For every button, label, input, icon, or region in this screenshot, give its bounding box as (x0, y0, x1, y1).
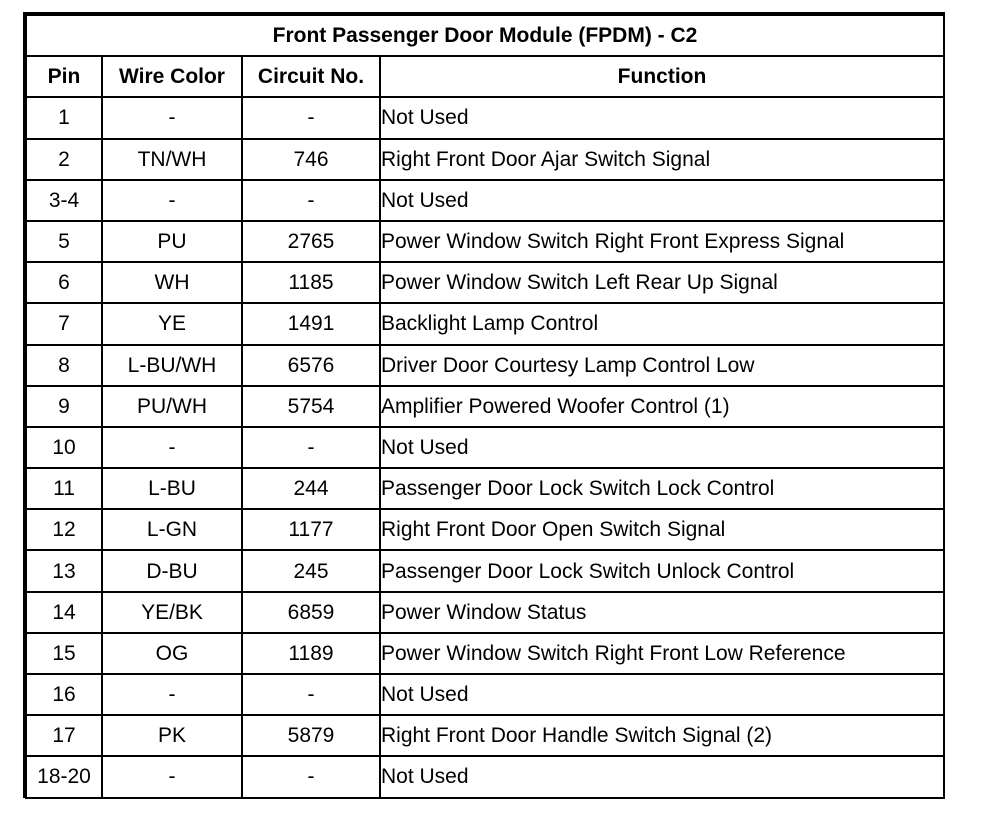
wire-color-cell: - (103, 98, 241, 137)
function-cell: Power Window Switch Right Front Express Signal (381, 222, 943, 261)
table-row (27, 98, 943, 137)
circuit-cell: - (243, 181, 379, 220)
circuit-cell: 6576 (243, 346, 379, 385)
table-row (27, 593, 943, 632)
circuit-cell: 1185 (243, 263, 379, 302)
function-cell: Passenger Door Lock Switch Unlock Control (381, 551, 943, 590)
wire-color-cell: YE (103, 304, 241, 343)
circuit-cell: 1177 (243, 510, 379, 549)
wire-color-cell: - (103, 757, 241, 796)
wire-color-cell: YE/BK (103, 593, 241, 632)
function-cell: Power Window Switch Left Rear Up Signal (381, 263, 943, 302)
function-cell: Not Used (381, 98, 943, 137)
connector-pinout-table (25, 14, 945, 799)
table-body (27, 98, 943, 796)
wire-color-cell: L-GN (103, 510, 241, 549)
pin-cell: 13 (27, 551, 101, 590)
circuit-cell: 244 (243, 469, 379, 508)
circuit-cell: 5754 (243, 387, 379, 426)
wire-color-cell: D-BU (103, 551, 241, 590)
function-cell: Right Front Door Handle Switch Signal (2) (381, 716, 943, 755)
circuit-cell: - (243, 98, 379, 137)
circuit-cell: - (243, 675, 379, 714)
function-cell: Not Used (381, 757, 943, 796)
function-cell: Power Window Status (381, 593, 943, 632)
wire-color-cell: TN/WH (103, 140, 241, 179)
table-row (27, 551, 943, 590)
table-row (27, 304, 943, 343)
function-cell: Amplifier Powered Woofer Control (1) (381, 387, 943, 426)
wire-color-cell: PK (103, 716, 241, 755)
circuit-cell: 5879 (243, 716, 379, 755)
circuit-cell: 1189 (243, 634, 379, 673)
table-title: Front Passenger Door Module (FPDM) - C2 (27, 16, 943, 55)
pin-cell: 2 (27, 140, 101, 179)
circuit-cell: 746 (243, 140, 379, 179)
table-row (27, 346, 943, 385)
header-row (27, 57, 943, 96)
pin-cell: 5 (27, 222, 101, 261)
wire-color-cell: PU/WH (103, 387, 241, 426)
table-row (27, 181, 943, 220)
table-row (27, 428, 943, 467)
wire-color-cell: L-BU/WH (103, 346, 241, 385)
pin-cell: 15 (27, 634, 101, 673)
function-cell: Passenger Door Lock Switch Lock Control (381, 469, 943, 508)
wire-color-cell: - (103, 181, 241, 220)
pin-cell: 8 (27, 346, 101, 385)
header-circuit-no: Circuit No. (243, 57, 379, 96)
pin-cell: 16 (27, 675, 101, 714)
table-row (27, 716, 943, 755)
pin-cell: 12 (27, 510, 101, 549)
function-cell: Not Used (381, 675, 943, 714)
circuit-cell: 2765 (243, 222, 379, 261)
pin-cell: 14 (27, 593, 101, 632)
table-row (27, 675, 943, 714)
pin-cell: 3-4 (27, 181, 101, 220)
pin-cell: 6 (27, 263, 101, 302)
table-row (27, 263, 943, 302)
header-wire-color: Wire Color (103, 57, 241, 96)
table-row (27, 387, 943, 426)
wire-color-cell: PU (103, 222, 241, 261)
function-cell: Driver Door Courtesy Lamp Control Low (381, 346, 943, 385)
function-cell: Backlight Lamp Control (381, 304, 943, 343)
pin-cell: 11 (27, 469, 101, 508)
function-cell: Power Window Switch Right Front Low Reference (381, 634, 943, 673)
wire-color-cell: OG (103, 634, 241, 673)
circuit-cell: - (243, 428, 379, 467)
circuit-cell: 1491 (243, 304, 379, 343)
title-row (27, 16, 943, 55)
function-cell: Right Front Door Open Switch Signal (381, 510, 943, 549)
circuit-cell: - (243, 757, 379, 796)
table-row (27, 222, 943, 261)
circuit-cell: 245 (243, 551, 379, 590)
pin-cell: 1 (27, 98, 101, 137)
pin-cell: 7 (27, 304, 101, 343)
table-row (27, 510, 943, 549)
header-function: Function (381, 57, 943, 96)
pin-cell: 9 (27, 387, 101, 426)
header-pin: Pin (27, 57, 101, 96)
function-cell: Right Front Door Ajar Switch Signal (381, 140, 943, 179)
function-cell: Not Used (381, 428, 943, 467)
wire-color-cell: L-BU (103, 469, 241, 508)
pin-cell: 17 (27, 716, 101, 755)
pin-cell: 18-20 (27, 757, 101, 796)
table-row (27, 469, 943, 508)
wire-color-cell: WH (103, 263, 241, 302)
wire-color-cell: - (103, 428, 241, 467)
wire-color-cell: - (103, 675, 241, 714)
circuit-cell: 6859 (243, 593, 379, 632)
function-cell: Not Used (381, 181, 943, 220)
table-row (27, 140, 943, 179)
table-row (27, 634, 943, 673)
pin-cell: 10 (27, 428, 101, 467)
table-row (27, 757, 943, 796)
